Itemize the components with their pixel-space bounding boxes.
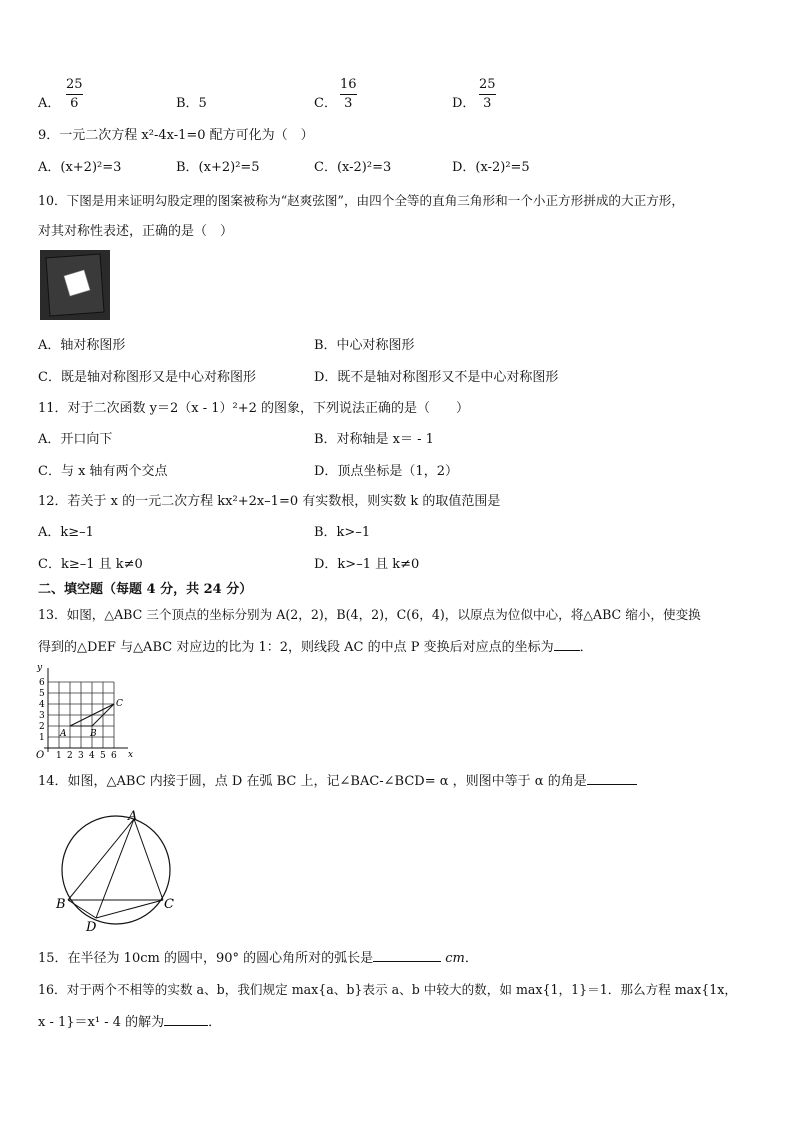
origin-label: O <box>36 750 45 761</box>
x-axis-label: x <box>128 750 134 760</box>
denominator: 3 <box>344 96 353 111</box>
q13-stem-line2 <box>38 636 593 655</box>
q14-stem-text: 14．如图，△ABC 内接于圆，点 D 在弧 BC 上，记∠BAC-∠BCD= α ，则图中等于 α 的角是 <box>38 774 587 789</box>
q10-stem-line1: 10．下图是用来证明勾股定理的图案被称为“赵爽弦图”，由四个全等的直角三角形和一个小正方形拼成的大正方形， <box>38 193 684 208</box>
q12-option-a: A．k≥–1 <box>38 525 94 540</box>
denominator: 3 <box>483 96 492 111</box>
q8-option-d-fraction <box>479 78 496 111</box>
answer-blank[interactable] <box>554 638 580 651</box>
x-tick: 2 <box>67 751 73 761</box>
grid-lines <box>48 682 114 748</box>
y-tick: 4 <box>39 700 45 710</box>
q16-stem-text: x - 1}＝x¹ - 4 的解为 <box>38 1015 165 1030</box>
q11-stem: 11．对于二次函数 y＝2（x - 1）²+2 的图象，下列说法正确的是（ ） <box>38 401 470 416</box>
fraction-bar <box>340 94 357 95</box>
x-tick: 3 <box>78 751 84 761</box>
numerator: 16 <box>340 77 357 92</box>
q10-option-a: A．轴对称图形 <box>38 338 126 353</box>
q10-option-d: D．既不是轴对称图形又不是中心对称图形 <box>314 370 559 385</box>
fraction-bar <box>479 94 496 95</box>
q9-option-c: C．(x-2)²=3 <box>314 160 392 175</box>
q8-option-b: B．5 <box>176 96 207 111</box>
point-b-label: B <box>56 897 66 912</box>
x-tick: 6 <box>111 751 117 761</box>
answer-blank[interactable] <box>587 772 637 785</box>
y-tick: 5 <box>39 689 45 699</box>
q12-option-b: B．k>–1 <box>314 525 371 540</box>
q9-option-d: D．(x-2)²=5 <box>452 160 530 175</box>
segment-bd <box>68 900 96 918</box>
q9-option-b: B．(x+2)²=5 <box>176 160 260 175</box>
q10-stem-line2: 对其对称性表述，正确的是（ ） <box>38 224 234 239</box>
q11-option-a: A．开口向下 <box>38 432 113 447</box>
point-c-label: C <box>164 897 174 912</box>
q11-option-d: D．顶点坐标是（1，2） <box>314 464 458 479</box>
q15-end: ． <box>464 951 478 966</box>
y-tick: 3 <box>39 711 45 721</box>
q8-option-d-label: D． <box>452 96 476 111</box>
q10-option-c: C．既是轴对称图形又是中心对称图形 <box>38 370 256 385</box>
answer-blank[interactable] <box>164 1013 208 1026</box>
segment-ac <box>134 819 163 900</box>
section-heading: 二、填空题（每题 4 分，共 24 分） <box>38 582 253 597</box>
q13-stem-line1: 13．如图，△ABC 三个顶点的坐标分别为 A(2，2)，B(4，2)，C(6，4)，以原点为位似中心，将△ABC 缩小，使变换 <box>38 607 701 622</box>
point-a-label: A <box>128 809 138 824</box>
q8-option-c-fraction <box>340 78 357 111</box>
q12-option-c: C．k≥–1 且 k≠0 <box>38 557 143 572</box>
y-tick: 1 <box>39 733 45 743</box>
q11-option-b: B．对称轴是 x＝ - 1 <box>314 432 434 447</box>
q16-stem-line1: 16．对于两个不相等的实数 a、b，我们规定 max{a、b}表示 a、b 中较大的数，如 max{1，1}＝1．那么方程 max{1x， <box>38 982 738 997</box>
q12-option-d: D．k>–1 且 k≠0 <box>314 557 420 572</box>
q16-end: ． <box>208 1015 222 1030</box>
q15-stem <box>38 947 478 966</box>
q14-circle-figure <box>54 806 184 936</box>
x-tick: 5 <box>100 751 106 761</box>
q11-option-c: C．与 x 轴有两个交点 <box>38 464 168 479</box>
fraction-bar <box>66 94 83 95</box>
point-d-label: D <box>86 920 97 935</box>
q8-option-c-label: C． <box>314 96 337 111</box>
point-b-label: B <box>90 729 97 739</box>
q16-stem-line2 <box>38 1011 221 1030</box>
x-tick: 4 <box>89 751 95 761</box>
q9-stem: 9．一元二次方程 x²-4x-1=0 配方可化为（ ） <box>38 128 314 143</box>
y-tick: 2 <box>39 722 45 732</box>
answer-blank[interactable] <box>373 949 441 962</box>
q9-option-a: A．(x+2)²=3 <box>38 160 122 175</box>
numerator: 25 <box>479 77 496 92</box>
q10-option-b: B．中心对称图形 <box>314 338 415 353</box>
y-axis-label: y <box>37 663 43 673</box>
point-c-label: C <box>116 699 123 709</box>
q8-option-a-fraction <box>66 78 83 111</box>
point-a-label: A <box>60 729 67 739</box>
q13-stem-end: ． <box>579 640 593 655</box>
q15-unit: cm <box>445 951 465 966</box>
q13-coordinate-grid <box>32 662 142 762</box>
q8-option-a-label: A． <box>38 96 61 111</box>
q12-stem: 12．若关于 x 的一元二次方程 kx²+2x–1=0 有实数根，则实数 k 的取值范围是 <box>38 494 501 509</box>
circle <box>62 816 170 924</box>
q15-stem-text: 15．在半径为 10cm 的圆中，90° 的圆心角所对的弧长是 <box>38 951 374 966</box>
zhao-shuang-string-diagram <box>40 250 110 320</box>
y-tick: 6 <box>39 678 45 688</box>
denominator: 6 <box>70 96 79 111</box>
numerator: 25 <box>66 77 83 92</box>
segment-ad <box>96 819 134 918</box>
q13-stem-text: 得到的△DEF 与△ABC 对应边的比为 1：2，则线段 AC 的中点 P 变换后对应点的坐标为 <box>38 640 554 655</box>
q14-stem <box>38 770 637 789</box>
x-tick: 1 <box>56 751 62 761</box>
